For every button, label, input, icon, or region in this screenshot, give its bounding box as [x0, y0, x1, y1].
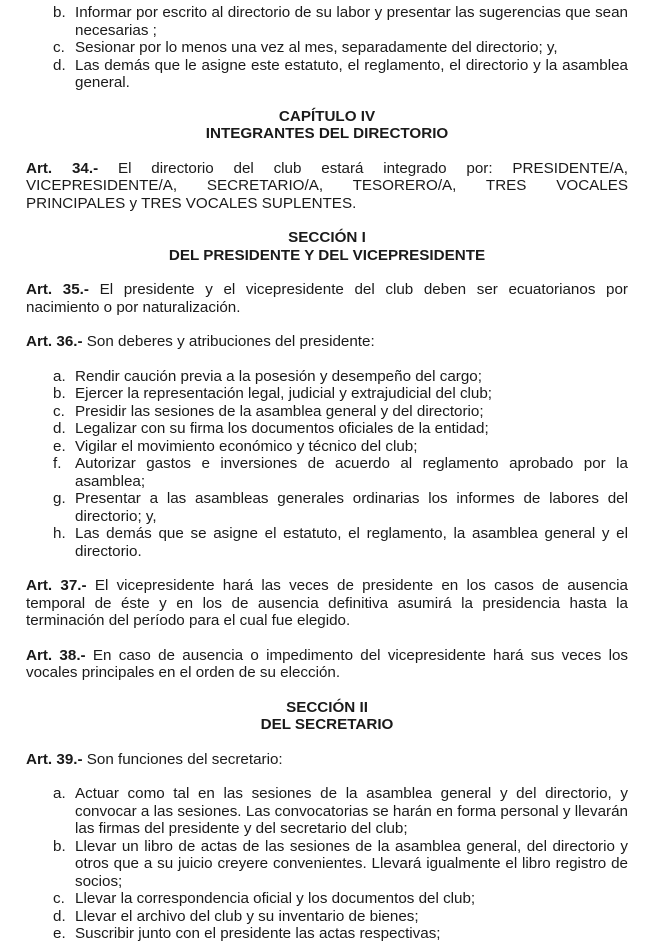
list-item: b. Informar por escrito al directorio de su labor y presentar las sugerencias que sean necesarias ; — [53, 4, 628, 39]
list-item-text: Ejercer la representación legal, judicial y extrajudicial del club; — [75, 385, 493, 402]
list-item-text: Presidir las sesiones de la asamblea general y del directorio; — [75, 402, 484, 420]
article-text: Son funciones del secretario: — [82, 750, 283, 768]
article-text: El vicepresidente hará las veces de presidente en los casos de ausencia temporal de éste y en los de ausencia definitiva asumirá la presidencia hasta la terminación del período para el cual fue elegido. — [26, 577, 628, 629]
list-item: b. Llevar un libro de actas de las sesiones de la asamblea general, del directorio y otros que a su juicio creyere convenientes. Llevará igualmente el libro registro de socios; — [53, 837, 628, 890]
article-36 — [26, 333, 628, 351]
article-39 — [26, 751, 628, 769]
article-text: En caso de ausencia o impedimento del vicepresidente hará sus veces los vocales principales en el orden de su elección. — [26, 646, 628, 681]
list-item-text: Sesionar por lo menos una vez al mes, separadamente del directorio; y, — [75, 39, 558, 56]
list-item: b. Ejercer la representación legal, judicial y extrajudicial del club; — [53, 385, 493, 402]
article-38 — [26, 647, 628, 682]
document-page — [26, 4, 628, 943]
article-35 — [26, 281, 628, 316]
list-item-text: Llevar un libro de actas de las sesiones de la asamblea general, del directorio y otros que a su juicio creyere convenientes. Llevará igualmente el libro registro de socios; — [75, 837, 628, 890]
section-heading — [26, 699, 628, 734]
section-number: SECCIÓN I — [288, 229, 366, 246]
list-item-text: Legalizar con su firma los documentos oficiales de la entidad; — [75, 420, 489, 437]
list-item: c. Llevar la correspondencia oficial y los documentos del club; — [53, 890, 476, 907]
article-text: El presidente y el vicepresidente del club deben ser ecuatorianos por nacimiento o por naturalización. — [26, 281, 628, 316]
chapter-title: INTEGRANTES DEL DIRECTORIO — [205, 125, 449, 142]
list-item: h. Las demás que se asigne el estatuto, el reglamento, la asamblea general y el directorio. — [53, 525, 628, 560]
list-item: e. Vigilar el movimiento económico y técnico del club; — [53, 437, 418, 455]
list-item-text: Llevar el archivo del club y su inventario de bienes; — [75, 907, 419, 925]
list-item-text: Actuar como tal en las sesiones de la asamblea general y del directorio, y convocar a las sesiones. Las convocatorias se harán en forma personal y llevarán las firmas del presidente y del secretario del club; — [75, 785, 628, 837]
list-item: a. Rendir caución previa a la posesión y desempeño del cargo; — [53, 367, 482, 385]
list-item: a. Actuar como tal en las sesiones de la asamblea general y del directorio, y convocar a las sesiones. Las convocatorias se harán en forma personal y llevarán las firmas del presidente y del secretario del club; — [53, 785, 628, 837]
list-top — [26, 4, 628, 92]
chapter-number: CAPÍTULO IV — [278, 107, 376, 125]
article-number: Art. 39.- — [26, 750, 83, 768]
section-title: DEL PRESIDENTE Y DEL VICEPRESIDENTE — [168, 246, 486, 264]
article-34 — [26, 160, 628, 213]
list-item: g. Presentar a las asambleas generales ordinarias los informes de labores del directorio; y, — [53, 490, 628, 525]
chapter-heading — [26, 108, 628, 143]
list-president-duties — [26, 368, 628, 561]
list-item-text: Presentar a las asambleas generales ordinarias los informes de labores del directorio; y, — [75, 490, 628, 525]
article-number: Art. 37.- — [26, 577, 87, 594]
list-item-text: Rendir caución previa a la posesión y desempeño del cargo; — [75, 367, 482, 385]
list-item: c. Sesionar por lo menos una vez al mes, separadamente del directorio; y, — [53, 39, 558, 56]
list-secretary-duties — [26, 785, 628, 943]
article-text: El directorio del club estará integrado por: PRESIDENTE/A, VICEPRESIDENTE/A, SECRETARIO/A, TESORERO/A, TRES VOCALES PRINCIPALES y TRES VOCALES SUPLENTES. — [26, 159, 629, 212]
article-number: Art. 34.- — [26, 159, 99, 177]
article-text: Son deberes y atribuciones del presidente: — [82, 333, 375, 350]
article-37 — [26, 577, 628, 630]
list-item-text: Las demás que le asigne este estatuto, el reglamento, el directorio y la asamblea general. — [75, 56, 628, 91]
list-item: f. Autorizar gastos e inversiones de acuerdo al reglamento aprobado por la asamblea; — [53, 455, 628, 490]
section-number: SECCIÓN II — [286, 698, 368, 716]
list-item: d. Legalizar con su firma los documentos oficiales de la entidad; — [53, 420, 489, 437]
list-item: d. Las demás que le asigne este estatuto, el reglamento, el directorio y la asamblea general. — [53, 56, 628, 91]
article-number: Art. 36.- — [26, 333, 83, 350]
list-item-text: Vigilar el movimiento económico y técnico del club; — [75, 437, 418, 455]
list-item-text: Suscribir junto con el presidente las actas respectivas; — [75, 925, 441, 942]
article-number: Art. 35.- — [26, 281, 89, 298]
section-heading — [26, 229, 628, 264]
list-item-text: Autorizar gastos e inversiones de acuerdo al reglamento aprobado por la asamblea; — [75, 455, 628, 490]
list-item: c. Presidir las sesiones de la asamblea general y del directorio; — [53, 402, 484, 420]
list-item: e. Suscribir junto con el presidente las actas respectivas; — [53, 925, 441, 942]
list-item-text: Informar por escrito al directorio de su labor y presentar las sugerencias que sean necesarias ; — [75, 4, 628, 39]
list-item-text: Llevar la correspondencia oficial y los documentos del club; — [75, 890, 476, 907]
section-title: DEL SECRETARIO — [260, 716, 394, 733]
list-item-text: Las demás que se asigne el estatuto, el reglamento, la asamblea general y el directorio. — [75, 525, 628, 560]
article-number: Art. 38.- — [26, 646, 86, 664]
list-item: d. Llevar el archivo del club y su inventario de bienes; — [53, 907, 419, 925]
